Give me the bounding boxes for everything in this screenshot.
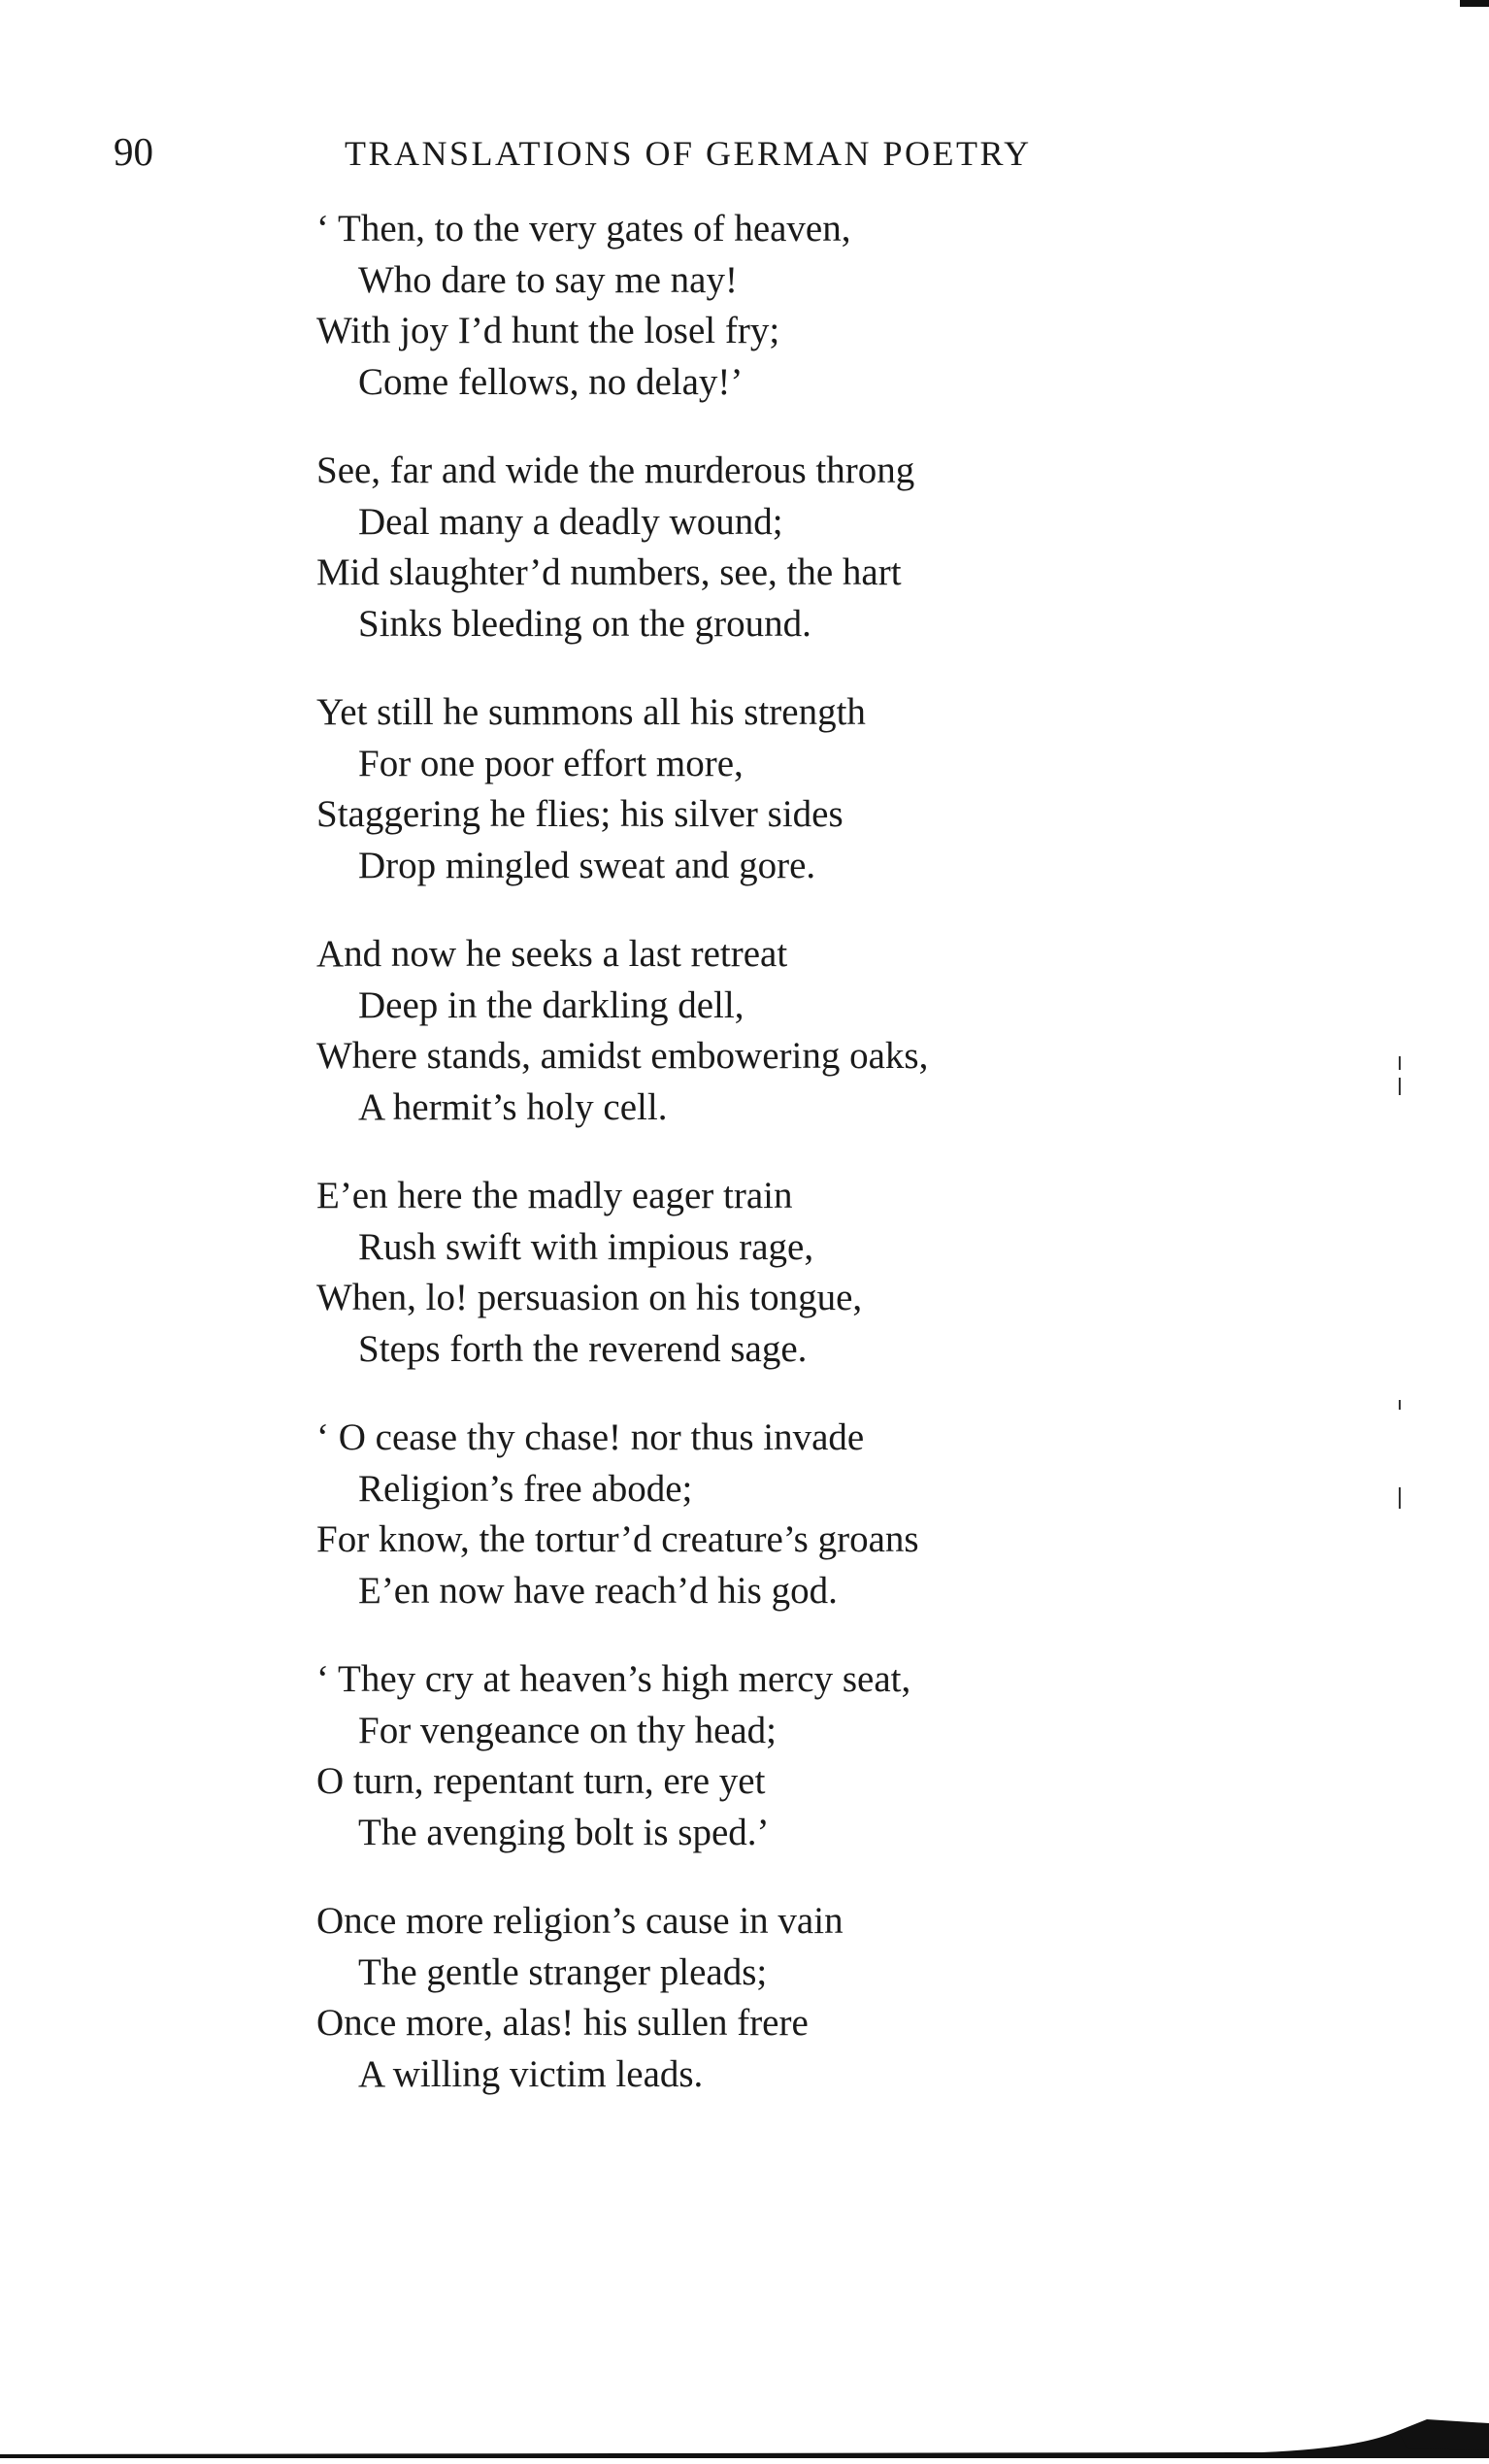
poem-line: E’en here the madly eager train — [316, 1175, 793, 1216]
poem-line: Religion’s free abode; — [358, 1467, 693, 1510]
poem-line: Deep in the darkling dell, — [358, 983, 744, 1026]
poem-line: A willing victim leads. — [358, 2052, 704, 2095]
stanza — [316, 929, 1287, 1133]
poem-line: ‘ O cease thy chase! nor thus invade — [316, 1416, 865, 1458]
page-number: 90 — [114, 129, 153, 174]
poem-line: The gentle stranger pleads; — [358, 1950, 768, 1993]
poem-line: Once more religion’s cause in vain — [316, 1900, 844, 1942]
stanza — [316, 204, 1287, 408]
poem-line: For vengeance on thy head; — [358, 1709, 778, 1751]
poem-line: Come fellows, no delay!’ — [358, 360, 744, 403]
running-title: TRANSLATIONS OF GERMAN POETRY — [345, 134, 1032, 173]
stanza — [316, 1171, 1287, 1375]
poem-body — [316, 204, 1287, 2138]
poem-line: Who dare to say me nay! — [358, 258, 738, 301]
poem-line: Where stands, amidst embowering oaks, — [316, 1035, 929, 1077]
scan-speck — [1399, 1487, 1401, 1509]
scan-speck — [1399, 1056, 1401, 1070]
poem-line: For know, the tortur’d creature’s groans — [316, 1518, 919, 1560]
scan-speck — [1399, 1400, 1401, 1410]
poem-line: Staggering he flies; his silver sides — [316, 793, 844, 835]
poem-line: The avenging bolt is sped.’ — [358, 1811, 770, 1853]
scan-speck — [1399, 1078, 1401, 1095]
poem-line: Mid slaughter’d numbers, see, the hart — [316, 551, 902, 593]
poem-line: Drop mingled sweat and gore. — [358, 844, 816, 886]
poem-line: See, far and wide the murderous throng — [316, 450, 915, 491]
poem-line: Yet still he summons all his strength — [316, 691, 866, 733]
stanza — [316, 687, 1287, 891]
poem-line: For one poor effort more, — [358, 742, 744, 784]
stanza — [316, 1896, 1287, 2100]
poem-line: ‘ They cry at heaven’s high mercy seat, — [316, 1658, 911, 1700]
poem-line: Sinks bleeding on the ground. — [358, 602, 811, 645]
stanza — [316, 446, 1287, 649]
poem-line: Rush swift with impious rage, — [358, 1225, 814, 1268]
poem-line: With joy I’d hunt the losel fry; — [316, 310, 780, 351]
poem-line: ‘ Then, to the very gates of heaven, — [316, 208, 851, 250]
stanza — [316, 1654, 1287, 1858]
poem-line: When, lo! persuasion on his tongue, — [316, 1277, 863, 1318]
page-edge-curl — [1398, 2419, 1489, 2450]
poem-line: O turn, repentant turn, ere yet — [316, 1760, 766, 1802]
scan-corner-mark — [1460, 0, 1489, 7]
page-edge-shadow — [0, 2425, 1489, 2458]
poem-line: E’en now have reach’d his god. — [358, 1569, 838, 1612]
poem-line: And now he seeks a last retreat — [316, 933, 788, 975]
poem-line: Once more, alas! his sullen frere — [316, 2002, 809, 2044]
poem-line: Steps forth the reverend sage. — [358, 1327, 808, 1370]
stanza — [316, 1413, 1287, 1616]
poem-line: A hermit’s holy cell. — [358, 1085, 668, 1128]
poem-line: Deal many a deadly wound; — [358, 500, 783, 543]
page-bottom-edge — [0, 2390, 1489, 2458]
